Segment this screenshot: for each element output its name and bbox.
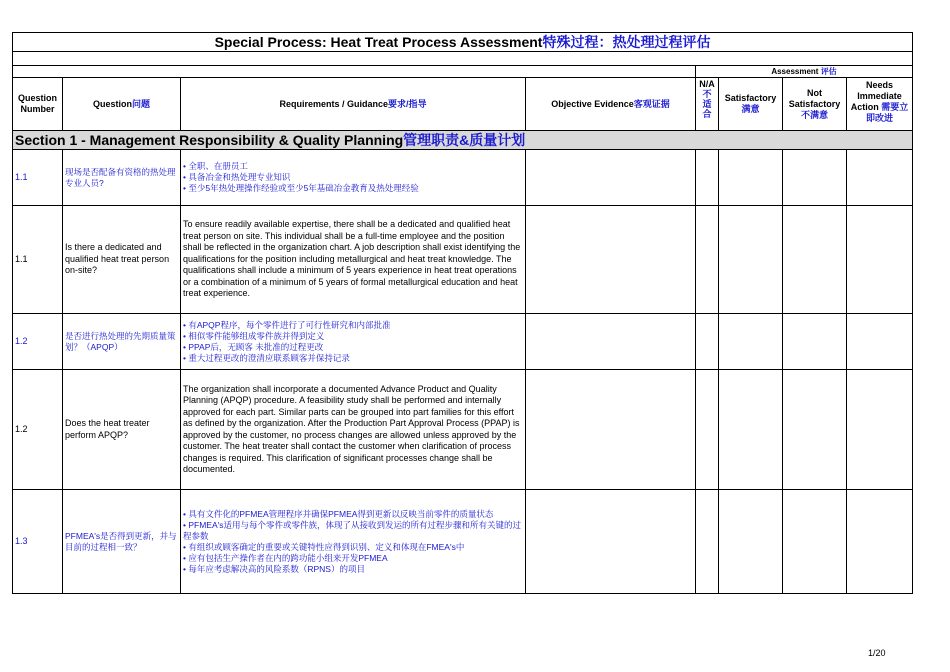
question-text: PFMEA's是否得到更新，并与目前的过程相一致？ xyxy=(63,490,181,594)
satisfactory-cell[interactable] xyxy=(719,150,783,206)
page-number: 1/20 xyxy=(868,648,886,658)
title-cn: 特殊过程：热处理过程评估 xyxy=(542,33,711,50)
assessment-table xyxy=(12,32,913,594)
section-title: Section 1 - Management Responsibility & Quality Planning管理职责&质量计划 xyxy=(13,131,913,150)
requirements-cell xyxy=(181,314,526,370)
assessment-sheet xyxy=(12,32,912,594)
satisfactory-cell[interactable] xyxy=(719,206,783,314)
spacer-row xyxy=(13,52,913,66)
requirement-item: • PFMEA's适用与每个零件或零件族，体现了从接收到发运的所有过程步骤和所有关键的过程参数 xyxy=(183,520,523,542)
page-title xyxy=(13,33,913,52)
evidence-cell[interactable] xyxy=(526,490,696,594)
evidence-cell[interactable] xyxy=(526,150,696,206)
evidence-cell[interactable] xyxy=(526,314,696,370)
question-number: 1.1 xyxy=(13,206,63,314)
header-question: Question问题 xyxy=(63,78,181,131)
na-cell[interactable] xyxy=(696,370,719,490)
header-not-satisfactory: Not Satisfactory 不满意 xyxy=(783,78,847,131)
requirement-item: • PPAP后，无顾客 未批准的过程更改 xyxy=(183,342,523,353)
requirement-item: • 至少5年热处理操作经验或至少5年基础冶金教育及热处理经验 xyxy=(183,183,523,194)
requirements-cell xyxy=(181,490,526,594)
question-text: Is there a dedicated and qualified heat treat person on-site? xyxy=(63,206,181,314)
header-satisfactory: Satisfactory 满意 xyxy=(719,78,783,131)
question-text: 是否进行热处理的先期质量策划？（APQP） xyxy=(63,314,181,370)
requirements-cell: The organization shall incorporate a documented Advance Product and Quality Planning (APQP) procedure. A feasibility study shall be performed and internally approved for each part. Similar parts can be grouped into part families for this effort as defined by the organization. After the Production Part Approval Process (PPAP) is approved by the customer, no process changes are allowed unless approved by the customer. The heat treater shall contact the customer when clarification of process changes is required. This clarification of significant processes change shall be documented. xyxy=(181,370,526,490)
question-number: 1.2 xyxy=(13,314,63,370)
table-row xyxy=(13,490,913,594)
assessment-label: Assessment 评估 xyxy=(696,66,913,78)
question-number: 1.2 xyxy=(13,370,63,490)
not-satisfactory-cell[interactable] xyxy=(783,370,847,490)
requirement-item: • 具备冶金和热处理专业知识 xyxy=(183,172,523,183)
not-satisfactory-cell[interactable] xyxy=(783,314,847,370)
na-cell[interactable] xyxy=(696,150,719,206)
question-number: 1.1 xyxy=(13,150,63,206)
satisfactory-cell[interactable] xyxy=(719,314,783,370)
title-en: Special Process: Heat Treat Process Assessment xyxy=(214,33,543,50)
satisfactory-cell[interactable] xyxy=(719,490,783,594)
column-header-row xyxy=(13,78,913,131)
header-evidence: Objective Evidence客观证据 xyxy=(526,78,696,131)
evidence-cell[interactable] xyxy=(526,206,696,314)
header-question-number: Question Number xyxy=(13,78,63,131)
header-needs-action: Needs Immediate Action 需要立即改进 xyxy=(847,78,913,131)
requirements-cell xyxy=(181,150,526,206)
needs-action-cell[interactable] xyxy=(847,150,913,206)
table-row xyxy=(13,206,913,314)
question-text: Does the heat treater perform APQP? xyxy=(63,370,181,490)
requirements-cell: To ensure readily available expertise, there shall be a dedicated and qualified heat treat person on site. This individual shall be a full-time employee and the position shall be reflected in the organization chart. A job description shall exist identifying the qualifications for the position including metallurgical and heat treat knowledge. The qualifications shall include a minimum of 5 years experience in heat treat operations or a combination of a minimum of 5 years of formal metallurgical education and heat treat experience. xyxy=(181,206,526,314)
na-cell[interactable] xyxy=(696,490,719,594)
requirement-item: • 具有文件化的PFMEA管理程序并确保PFMEA得到更新以反映当前零件的质量状态 xyxy=(183,509,523,520)
requirement-item: • 每年应考虑解决高的风险系数（RPNS）的项目 xyxy=(183,564,523,575)
requirement-item: • 应有包括生产操作者在内的跨功能小组来开发PFMEA xyxy=(183,553,523,564)
evidence-cell[interactable] xyxy=(526,370,696,490)
na-cell[interactable] xyxy=(696,206,719,314)
table-row xyxy=(13,370,913,490)
needs-action-cell[interactable] xyxy=(847,206,913,314)
not-satisfactory-cell[interactable] xyxy=(783,206,847,314)
requirement-item: • 有APQP程序，每个零件进行了可行性研究和内部批准 xyxy=(183,320,523,331)
header-requirements: Requirements / Guidance要求/指导 xyxy=(181,78,526,131)
needs-action-cell[interactable] xyxy=(847,314,913,370)
not-satisfactory-cell[interactable] xyxy=(783,150,847,206)
table-row xyxy=(13,314,913,370)
requirement-item: • 全职、在册员工 xyxy=(183,161,523,172)
needs-action-cell[interactable] xyxy=(847,370,913,490)
requirement-item: • 相似零件能够组成零件族并得到定义 xyxy=(183,331,523,342)
na-cell[interactable] xyxy=(696,314,719,370)
assessment-header-row xyxy=(13,66,913,78)
question-number: 1.3 xyxy=(13,490,63,594)
question-text: 现场是否配备有资格的热处理专业人员? xyxy=(63,150,181,206)
header-na: N/A 不适合 xyxy=(696,78,719,131)
title-row xyxy=(13,33,913,52)
needs-action-cell[interactable] xyxy=(847,490,913,594)
requirement-item: • 有组织或顾客确定的重要或关键特性应得到识别、定义和体现在FMEA's中 xyxy=(183,542,523,553)
section-row xyxy=(13,131,913,150)
not-satisfactory-cell[interactable] xyxy=(783,490,847,594)
table-row xyxy=(13,150,913,206)
requirement-item: • 重大过程更改的澄清应联系顾客并保持记录 xyxy=(183,353,523,364)
satisfactory-cell[interactable] xyxy=(719,370,783,490)
